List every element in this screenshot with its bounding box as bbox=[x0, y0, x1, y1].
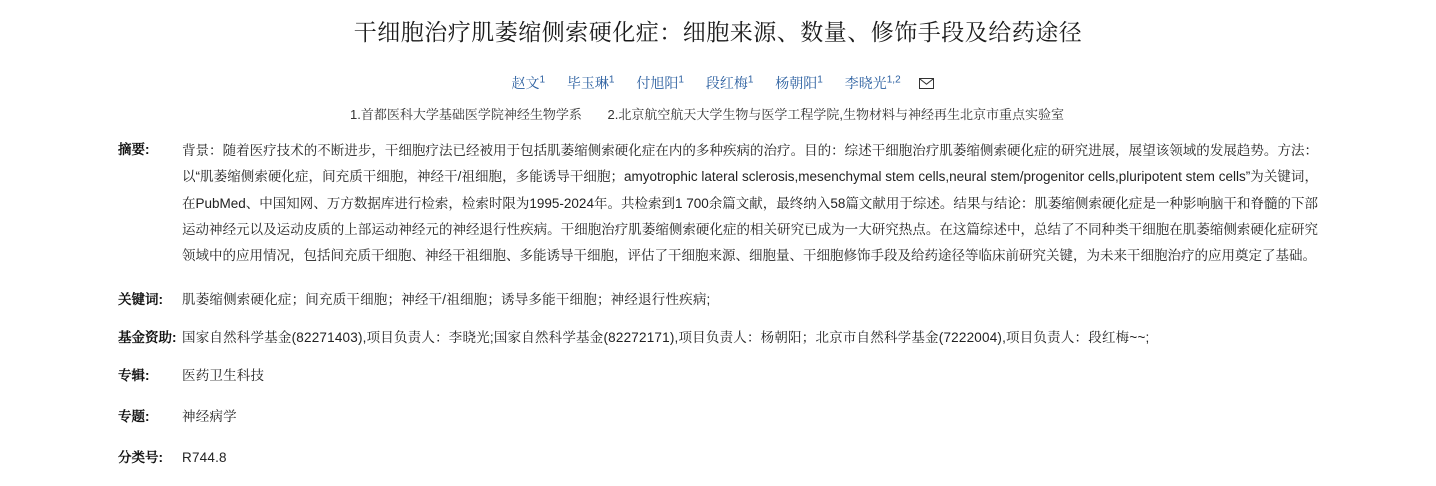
author-name: 毕玉琳 bbox=[566, 74, 609, 91]
topic-label: 专题: bbox=[118, 408, 150, 424]
abstract-row bbox=[118, 138, 1318, 270]
abstract-text: 背景：随着医疗技术的不断进步，干细胞疗法已经被用于包括肌萎缩侧索硬化症在内的多种疾病的治疗。目的：综述干细胞治疗肌萎缩侧索硬化症的研究进展，展望该领域的发展趋势。方法：以“肌萎缩侧索硬化症，间充质干细胞，神经干/祖细胞，多能诱导干细胞；amyotrophic lateral sclerosis,mesenchymal stem cells,neural stem/progenitor cells,pluripotent stem cells”为关键词，在PubMed、中国知网、万方数据库进行检索，检索时限为1995-2024年。共检索到1 700余篇文献，最终纳入58篇文献用于综述。结果与结论：肌萎缩侧索硬化症是一种影响脑干和脊髓的下部运动神经元以及运动皮质的上部运动神经元的神经退行性疾病。干细胞治疗肌萎缩侧索硬化症的相关研究已成为一大研究热点。在这篇综述中，总结了不同种类干细胞在肌萎缩侧索硬化症研究领域中的应用情况，包括间充质干细胞、神经干祖细胞、多能诱导干细胞，评估了干细胞来源、细胞量、干细胞修饰手段及给药途径等临床前研究关键，为未来干细胞治疗的应用奠定了基础。 bbox=[182, 143, 1318, 264]
abstract-label: 摘要: bbox=[118, 142, 150, 158]
author-affiliation-marker: 1 bbox=[539, 74, 546, 86]
keywords-label: 关键词: bbox=[118, 291, 163, 307]
author-name: 李晓光 bbox=[844, 74, 887, 91]
author-affiliation-marker: 1 bbox=[817, 74, 823, 86]
funding-row bbox=[118, 326, 1318, 351]
classification-row bbox=[118, 446, 1318, 471]
author-affiliation-marker: 1 bbox=[747, 74, 754, 86]
funding-label: 基金资助: bbox=[118, 329, 177, 345]
mail-icon[interactable] bbox=[919, 74, 934, 95]
author-item[interactable] bbox=[845, 75, 901, 91]
author-name: 段红梅 bbox=[705, 74, 748, 91]
series-row bbox=[118, 364, 1318, 389]
keywords-text[interactable]: 肌萎缩侧索硬化症；间充质干细胞；神经干/祖细胞；诱导多能干细胞；神经退行性疾病; bbox=[182, 291, 711, 307]
funding-text: 国家自然科学基金(82271403),项目负责人：李晓光;国家自然科学基金(82272171),项目负责人：杨朝阳；北京市自然科学基金(7222004),项目负责人：段红梅~~; bbox=[182, 329, 1150, 345]
author-item[interactable] bbox=[775, 75, 823, 91]
author-item[interactable] bbox=[511, 75, 545, 91]
author-item[interactable] bbox=[706, 75, 754, 91]
author-affiliation-marker: 1 bbox=[678, 74, 684, 86]
author-list bbox=[0, 72, 1436, 94]
author-affiliation-marker: 1,2 bbox=[886, 74, 901, 86]
author-affiliation-marker: 1 bbox=[608, 74, 615, 86]
affiliation-list bbox=[0, 105, 1436, 125]
author-name: 赵文 bbox=[511, 74, 540, 91]
series-text[interactable]: 医药卫生科技 bbox=[182, 367, 265, 383]
author-name: 付旭阳 bbox=[636, 74, 679, 91]
author-item[interactable] bbox=[636, 75, 684, 91]
author-name: 杨朝阳 bbox=[775, 74, 818, 91]
keywords-row bbox=[118, 288, 1318, 313]
topic-row bbox=[118, 405, 1318, 430]
topic-text[interactable]: 神经病学 bbox=[182, 408, 237, 424]
series-label: 专辑: bbox=[118, 367, 150, 383]
classification-label: 分类号: bbox=[118, 449, 163, 465]
paper-metadata bbox=[0, 138, 1436, 470]
affiliation-item: 1.首都医科大学基础医学院神经生物学系 bbox=[350, 106, 582, 122]
author-item[interactable] bbox=[567, 75, 615, 91]
page-title: 干细胞治疗肌萎缩侧索硬化症：细胞来源、数量、修饰手段及给药途径 bbox=[353, 19, 1083, 45]
classification-text: R744.8 bbox=[182, 449, 227, 465]
affiliation-item: 2.北京航空航天大学生物与医学工程学院,生物材料与神经再生北京市重点实验室 bbox=[607, 106, 1064, 122]
